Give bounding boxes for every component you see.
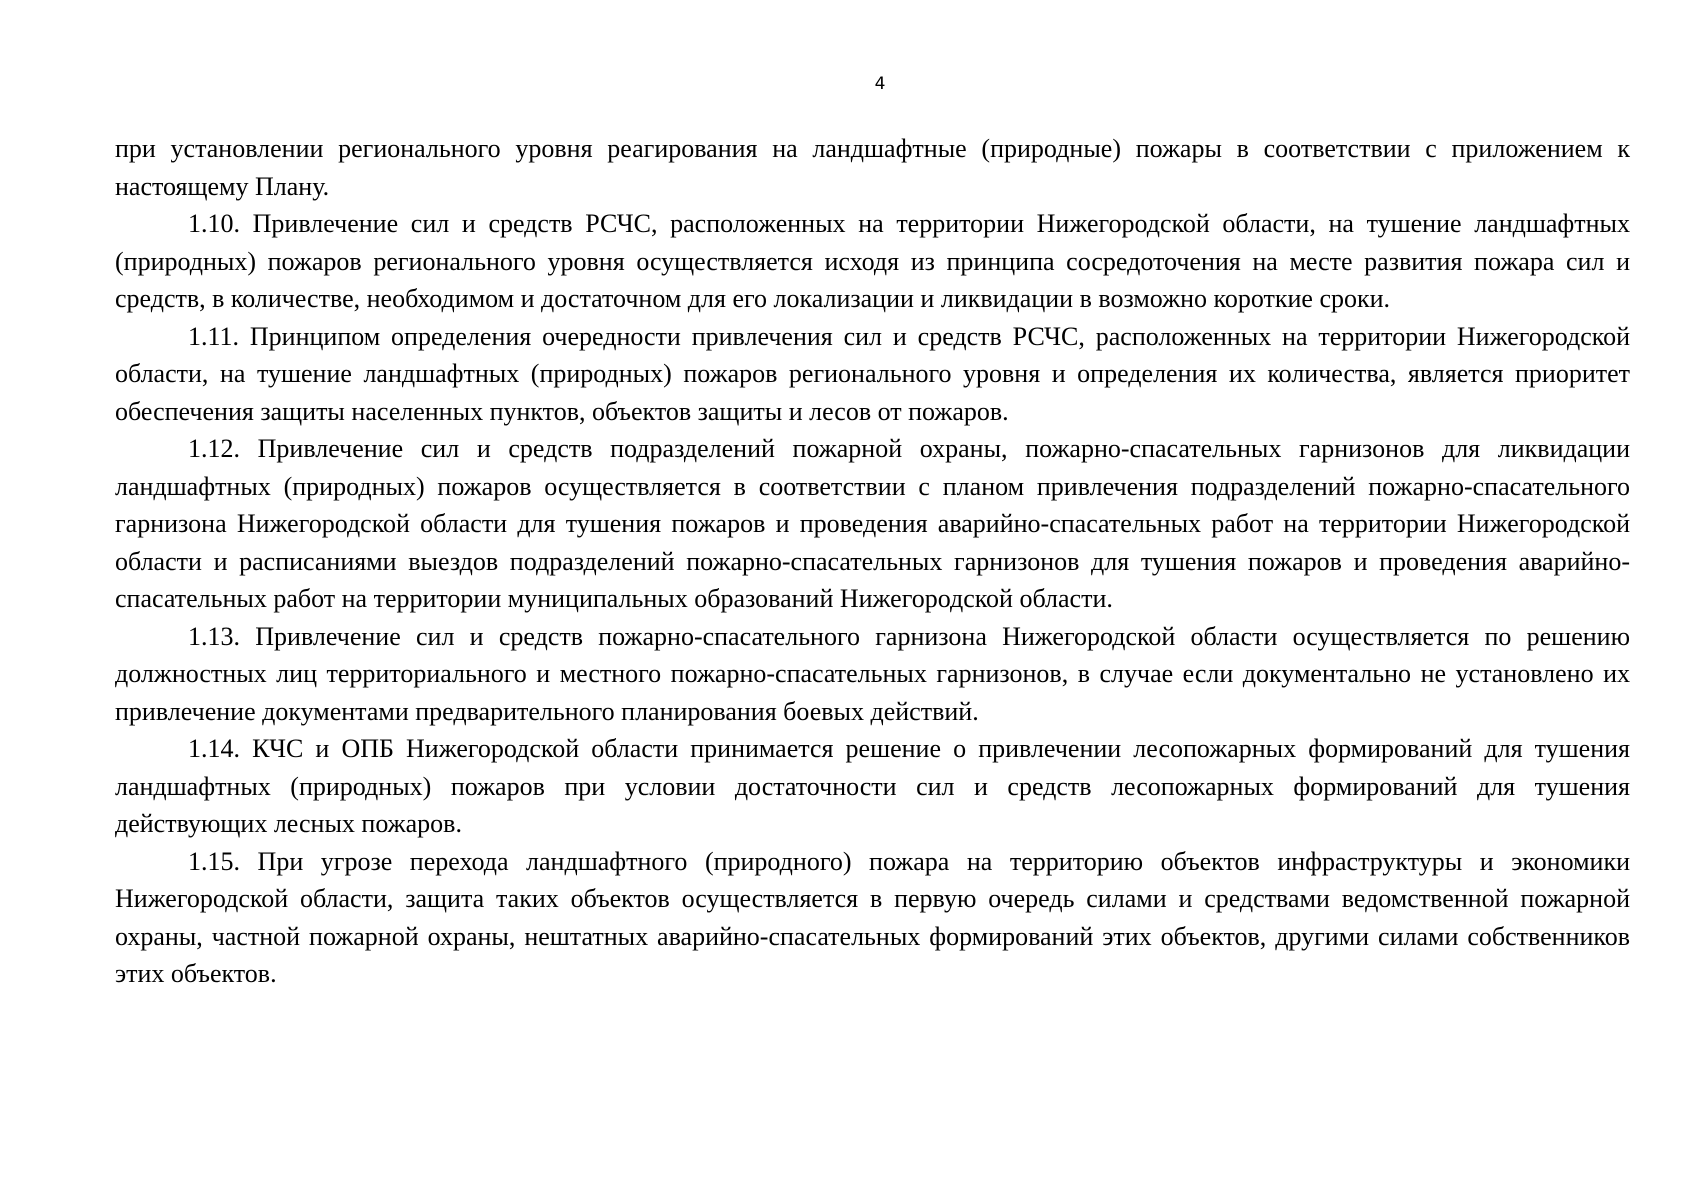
- document-body: [115, 130, 1630, 993]
- paragraph-1-10: 1.10. Привлечение сил и средств РСЧС, расположенных на территории Нижегородской области, на тушение ландшафтных (природных) пожаров регионального уровня осуществляется исходя из принципа сосредоточения на месте развития пожара сил и средств, в количестве, необходимом и достаточном для его локализации и ликвидации в возможно короткие сроки.: [115, 209, 1630, 313]
- paragraph-1-11: 1.11. Принципом определения очередности привлечения сил и средств РСЧС, расположенных на территории Нижегородской области, на тушение ландшафтных (природных) пожаров регионального уровня и определения их количества, является приоритет обеспечения защиты населенных пунктов, объектов защиты и лесов от пожаров.: [115, 321, 1630, 426]
- paragraph-1-15: 1.15. При угрозе перехода ландшафтного (природного) пожара на территорию объектов инфраструктуры и экономики Нижегородской области, защита таких объектов осуществляется в первую очередь силами и средствами ведомственной пожарной охраны, частной пожарной охраны, нештатных аварийно-спасательных формирований этих объектов, другими силами собственников этих объектов.: [115, 846, 1630, 988]
- paragraph-1-12: 1.12. Привлечение сил и средств подразделений пожарной охраны, пожарно-спасательных гарнизонов для ликвидации ландшафтных (природных) пожаров осуществляется в соответствии с планом привлечения подразделений пожарно-спасательного гарнизона Нижегородской области для тушения пожаров и проведения аварийно-спасательных работ на территории Нижегородской области и расписаниями выездов подразделений пожарно-спасательных гарнизонов для тушения пожаров и проведения аварийно-спасательных работ на территории муниципальных образований Нижегородской области.: [115, 434, 1630, 613]
- paragraph-1-13: 1.13. Привлечение сил и средств пожарно-спасательного гарнизона Нижегородской области осуществляется по решению должностных лиц территориального и местного пожарно-спасательных гарнизонов, в случае если документально не установлено их привлечение документами предварительного планирования боевых действий.: [115, 621, 1630, 726]
- page-number: 4: [874, 74, 886, 94]
- paragraph-1-14: 1.14. КЧС и ОПБ Нижегородской области принимается решение о привлечении лесопожарных формирований для тушения ландшафтных (природных) пожаров при условии достаточности сил и средств лесопожарных формирований для тушения действующих лесных пожаров.: [115, 734, 1630, 838]
- paragraph-continuation: при установлении регионального уровня реагирования на ландшафтные (природные) пожары в соответствии с приложением к настоящему Плану.: [115, 134, 1630, 201]
